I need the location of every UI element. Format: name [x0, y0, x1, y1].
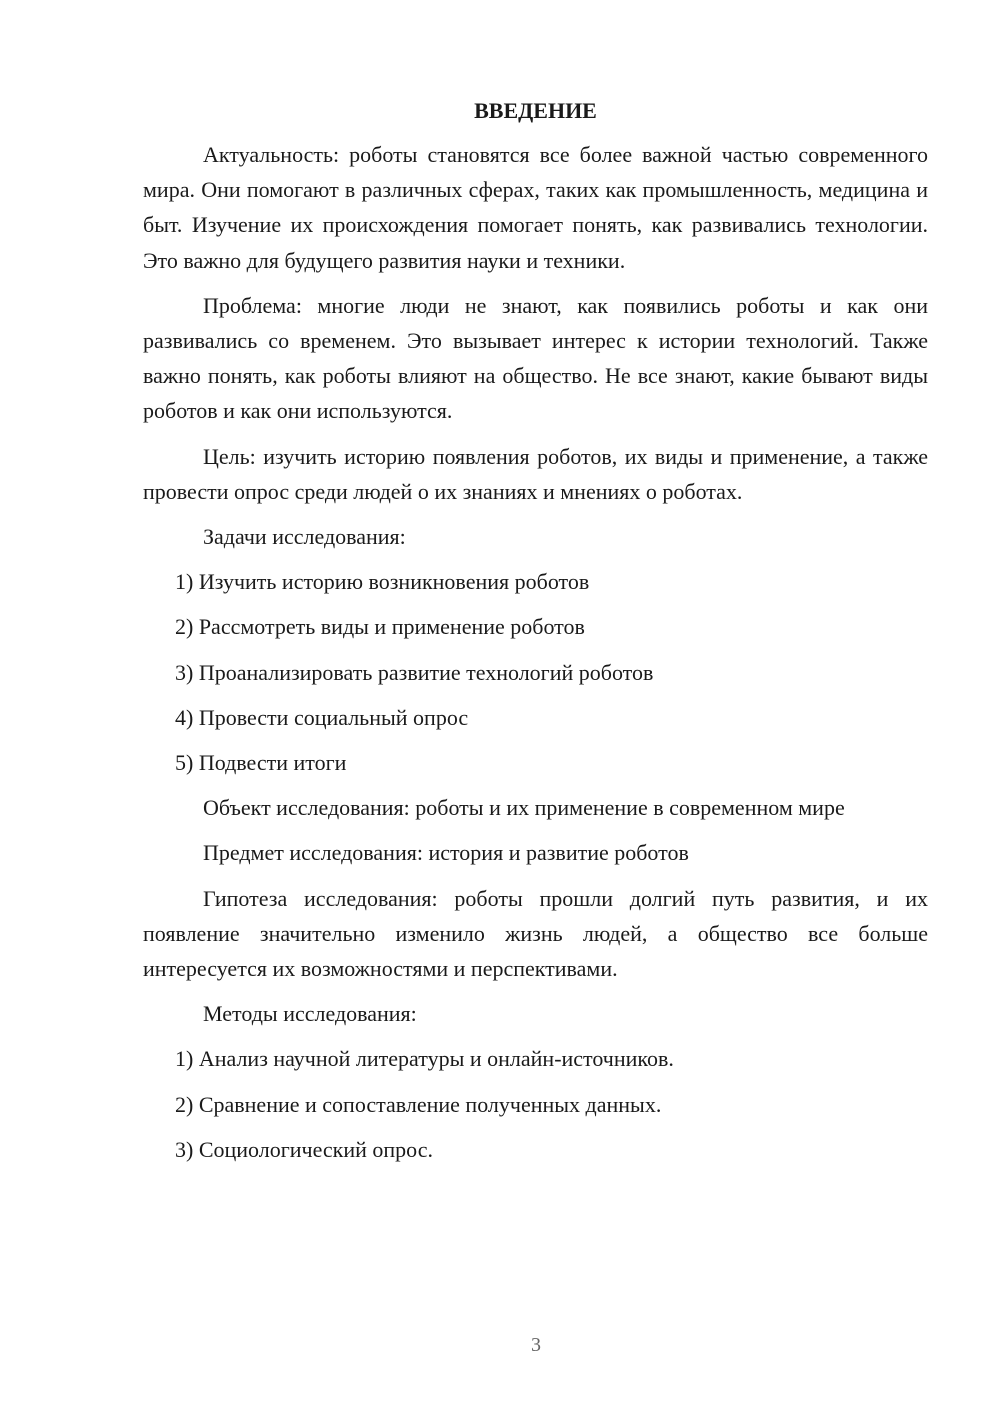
relevance-paragraph: Актуальность: роботы становятся все более важной частью современного мира. Они помогают в различных сферах, таких как промышленность, медицина и быт. Изучение их происхождения помогает понять, как развивались технологии. Это важно для будущего развития науки и техники. — [143, 142, 928, 273]
problem-paragraph: Проблема: многие люди не знают, как появились роботы и как они развивались со временем. Это вызывает интерес к истории технологий. Также важно понять, как роботы влияют на общество. Не все знают, какие бывают виды роботов и как они используются. — [143, 292, 928, 424]
page-title: ВВЕДЕНИЕ — [474, 98, 597, 123]
hypothesis-paragraph: Гипотеза исследования: роботы прошли долгий путь развития, и их появление значительно изменило жизнь людей, а общество все больше интересуется их возможностями и перспективами. — [143, 885, 928, 982]
task-item: 4) Провести социальный опрос — [175, 704, 469, 730]
methods-heading: Методы исследования: — [203, 1001, 417, 1027]
method-item: 2) Сравнение и сопоставление полученных данных. — [175, 1091, 662, 1117]
page-number: 3 — [531, 1334, 541, 1356]
goal-paragraph: Цель: изучить историю появления роботов, их виды и применение, а также провести опрос среди людей о их знаниях и мнениях о роботах. — [143, 443, 928, 504]
task-item: 5) Подвести итоги — [175, 750, 347, 776]
task-item: 2) Рассмотреть виды и применение роботов — [175, 614, 585, 640]
research-subject: Предмет исследования: история и развитие роботов — [203, 840, 689, 866]
method-item: 3) Социологический опрос. — [175, 1136, 433, 1162]
tasks-heading: Задачи исследования: — [203, 524, 406, 550]
research-object: Объект исследования: роботы и их применение в современном мире — [203, 795, 845, 821]
page-content — [143, 94, 928, 1177]
task-item: 3) Проанализировать развитие технологий роботов — [175, 659, 654, 685]
method-item: 1) Анализ научной литературы и онлайн-источников. — [175, 1046, 674, 1072]
task-item: 1) Изучить историю возникновения роботов — [175, 569, 590, 595]
